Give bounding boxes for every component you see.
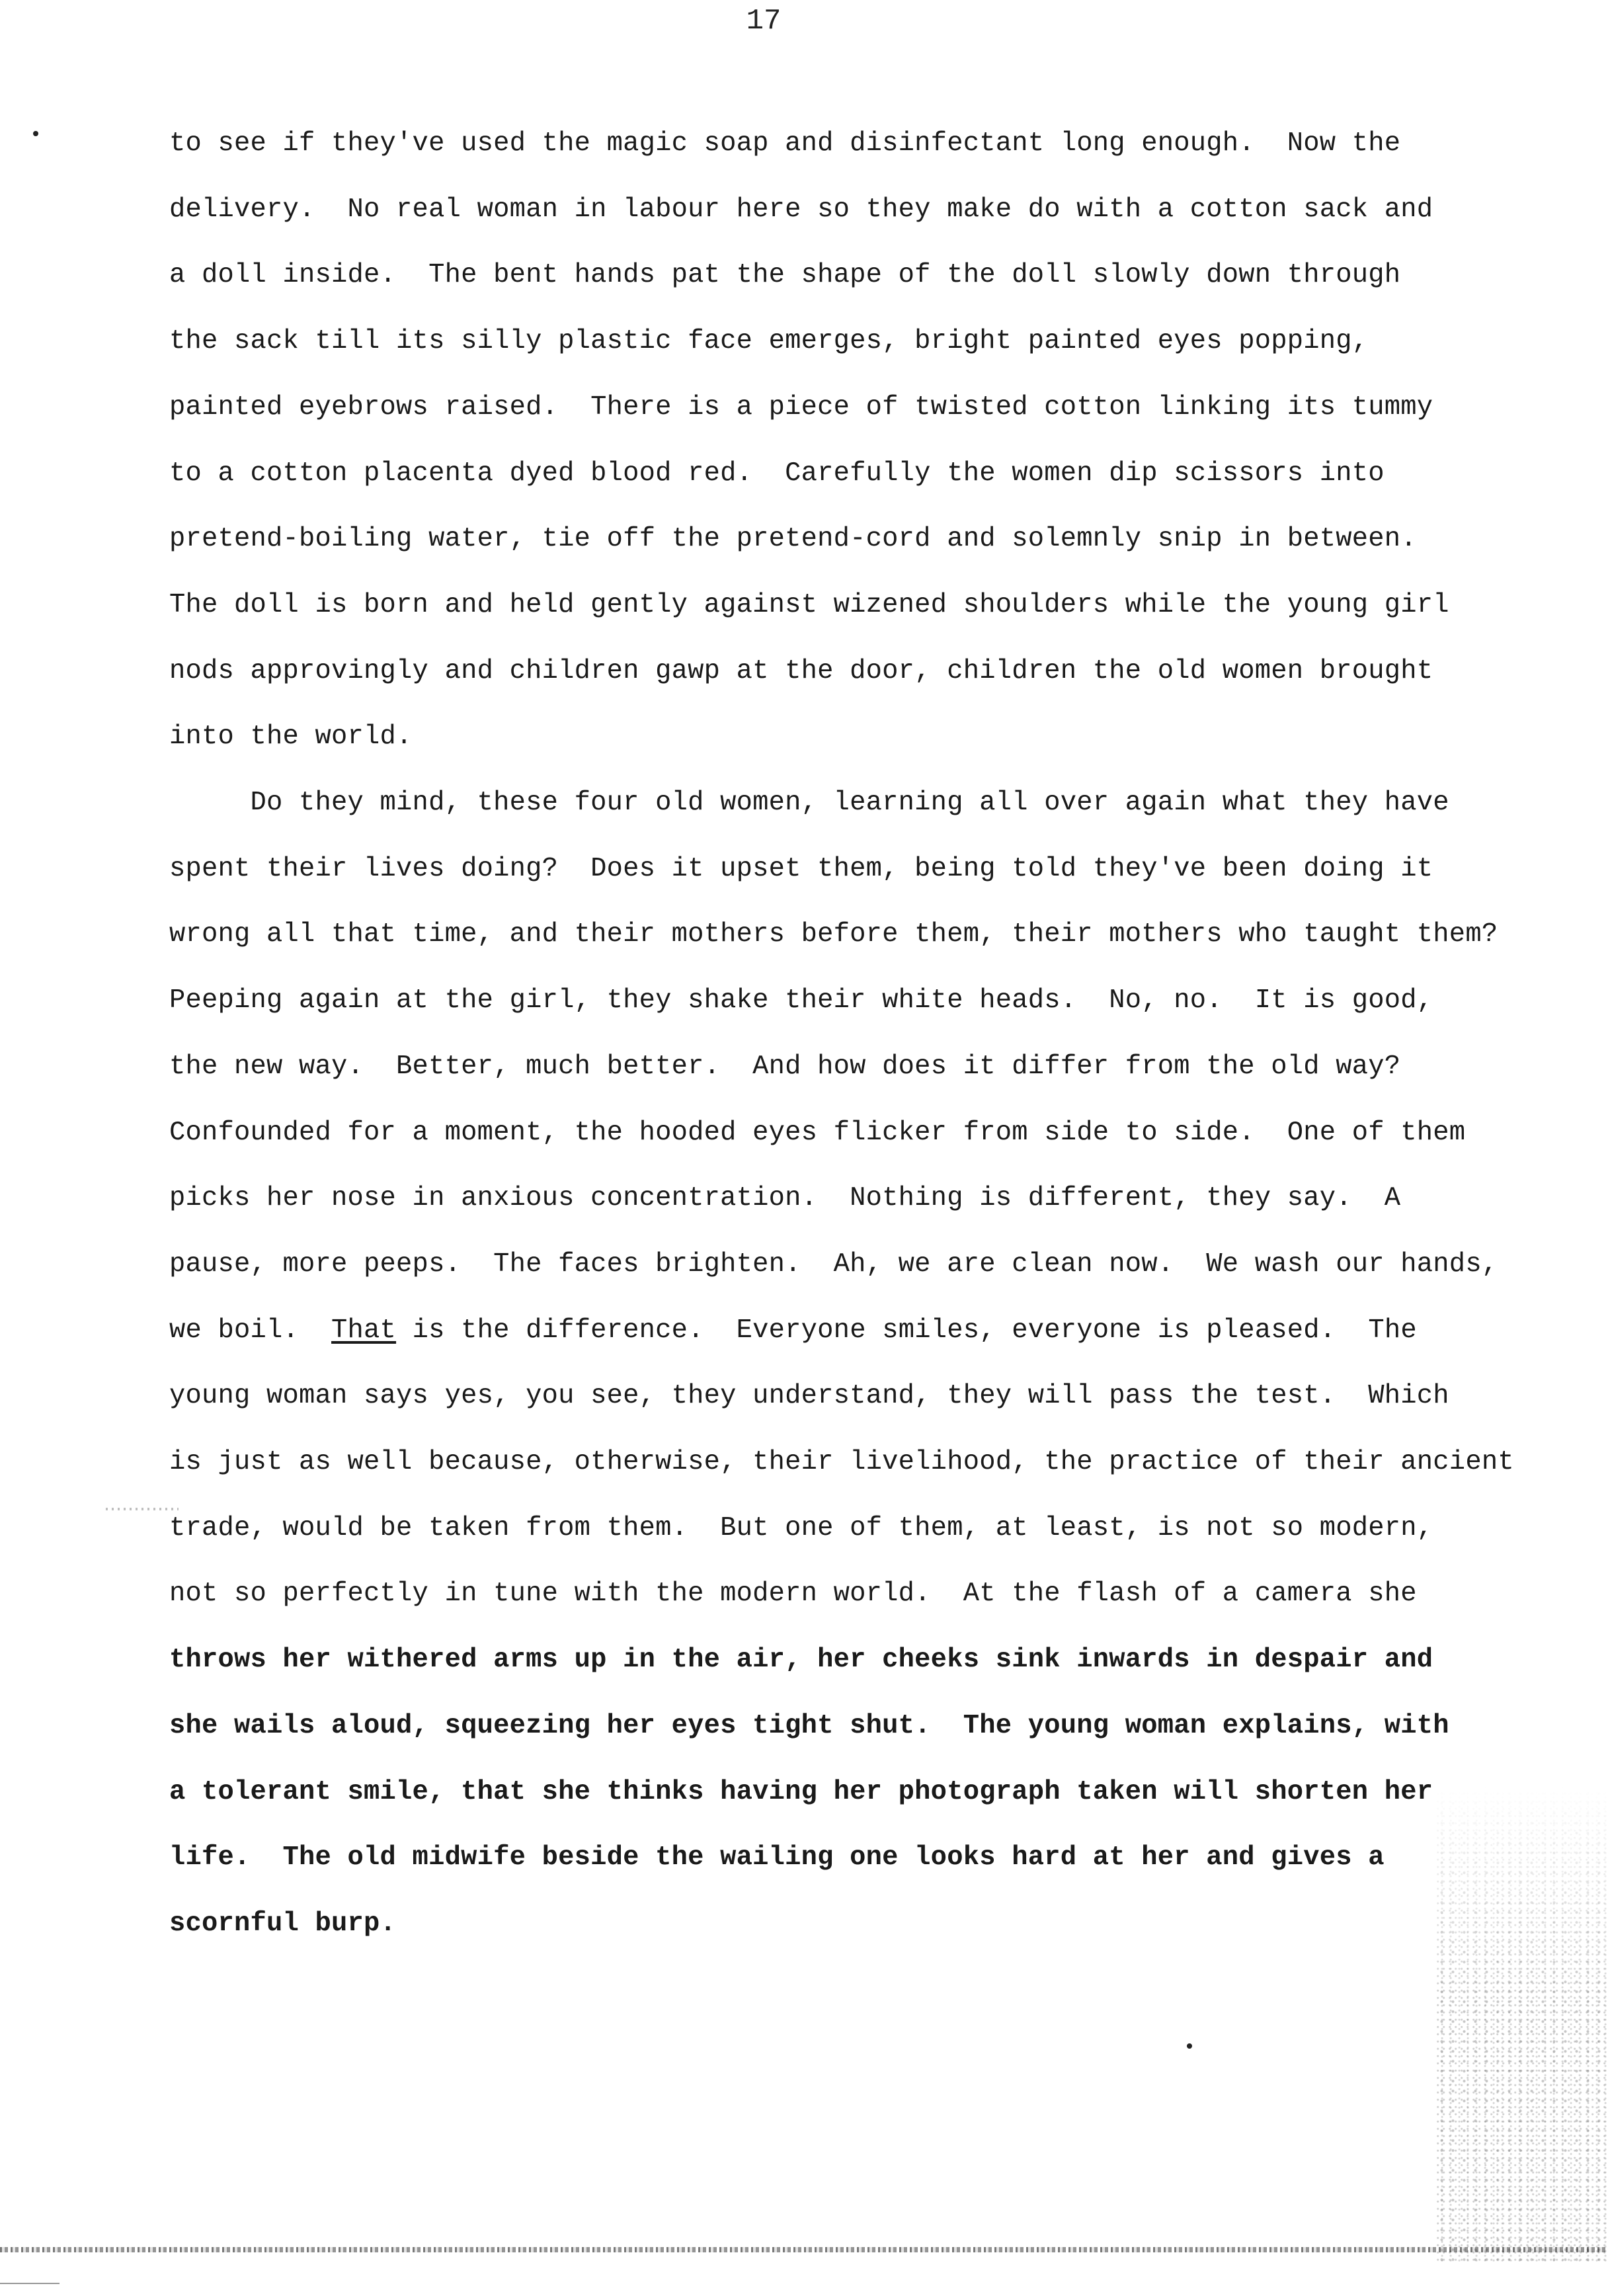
text-line: life. The old midwife beside the wailing one looks hard at her and gives a (169, 1842, 1385, 1873)
scan-speckle (1436, 1785, 1608, 2262)
text-line: young woman says yes, you see, they understand, they will pass the test. Which (169, 1381, 1449, 1412)
text-line: into the world. (169, 721, 413, 753)
page-bottom-line (0, 2283, 60, 2284)
text-line: wrong all that time, and their mothers before them, their mothers who taught them? (169, 919, 1498, 950)
text-line: to a cotton placenta dyed blood red. Carefully the women dip scissors into (169, 458, 1385, 489)
scan-artifact (106, 1508, 179, 1510)
text-line: Confounded for a moment, the hooded eyes flicker from side to side. One of them (169, 1117, 1466, 1148)
text-line: pause, more peeps. The faces brighten. Ah, we are clean now. We wash our hands, (169, 1249, 1498, 1280)
text-line: she wails aloud, squeezing her eyes tight shut. The young woman explains, with (169, 1710, 1449, 1741)
text-line: painted eyebrows raised. There is a piece of twisted cotton linking its tummy (169, 391, 1433, 423)
page-number: 17 (746, 5, 782, 38)
text-line: nods approvingly and children gawp at the door, children the old women brought (169, 655, 1433, 686)
text-line: Peeping again at the girl, they shake their white heads. No, no. It is good, (169, 985, 1433, 1016)
text-line: to see if they've used the magic soap and disinfectant long enough. Now the (169, 128, 1401, 159)
text-segment: we boil. (169, 1315, 332, 1346)
text-line: delivery. No real woman in labour here so they make do with a cotton sack and (169, 194, 1433, 225)
page-bottom-edge (0, 2247, 1608, 2252)
text-line: is just as well because, otherwise, their livelihood, the practice of their ancient (169, 1447, 1514, 1478)
text-line: The doll is born and held gently against wizened shoulders while the young girl (169, 589, 1449, 620)
text-line: trade, would be taken from them. But one of them, at least, is not so modern, (169, 1512, 1433, 1543)
text-line: not so perfectly in tune with the modern world. At the flash of a camera she (169, 1578, 1417, 1610)
text-line: Do they mind, these four old women, learning all over again what they have (169, 788, 1449, 819)
underlined-word: That (331, 1315, 397, 1346)
text-line (169, 1298, 1578, 1364)
text-line: scornful burp. (169, 1908, 397, 1939)
text-line: throws her withered arms up in the air, her cheeks sink inwards in despair and (169, 1645, 1433, 1676)
text-line: a doll inside. The bent hands pat the shape of the doll slowly down through (169, 260, 1401, 291)
text-line: a tolerant smile, that she thinks having her photograph taken will shorten her (169, 1776, 1433, 1807)
text-line: pretend-boiling water, tie off the pretend-cord and solemnly snip in between. (169, 524, 1417, 555)
text-line: the sack till its silly plastic face emerges, bright painted eyes popping, (169, 326, 1369, 357)
text-line: the new way. Better, much better. And how does it differ from the old way? (169, 1051, 1401, 1082)
text-segment: is the difference. Everyone smiles, everyone is pleased. The (396, 1315, 1417, 1346)
text-line: picks her nose in anxious concentration. Nothing is different, they say. A (169, 1183, 1401, 1214)
scan-dot (1187, 2043, 1192, 2049)
body-text (169, 111, 1578, 1957)
scan-dot (33, 131, 38, 136)
text-line: spent their lives doing? Does it upset them, being told they've been doing it (169, 853, 1433, 884)
